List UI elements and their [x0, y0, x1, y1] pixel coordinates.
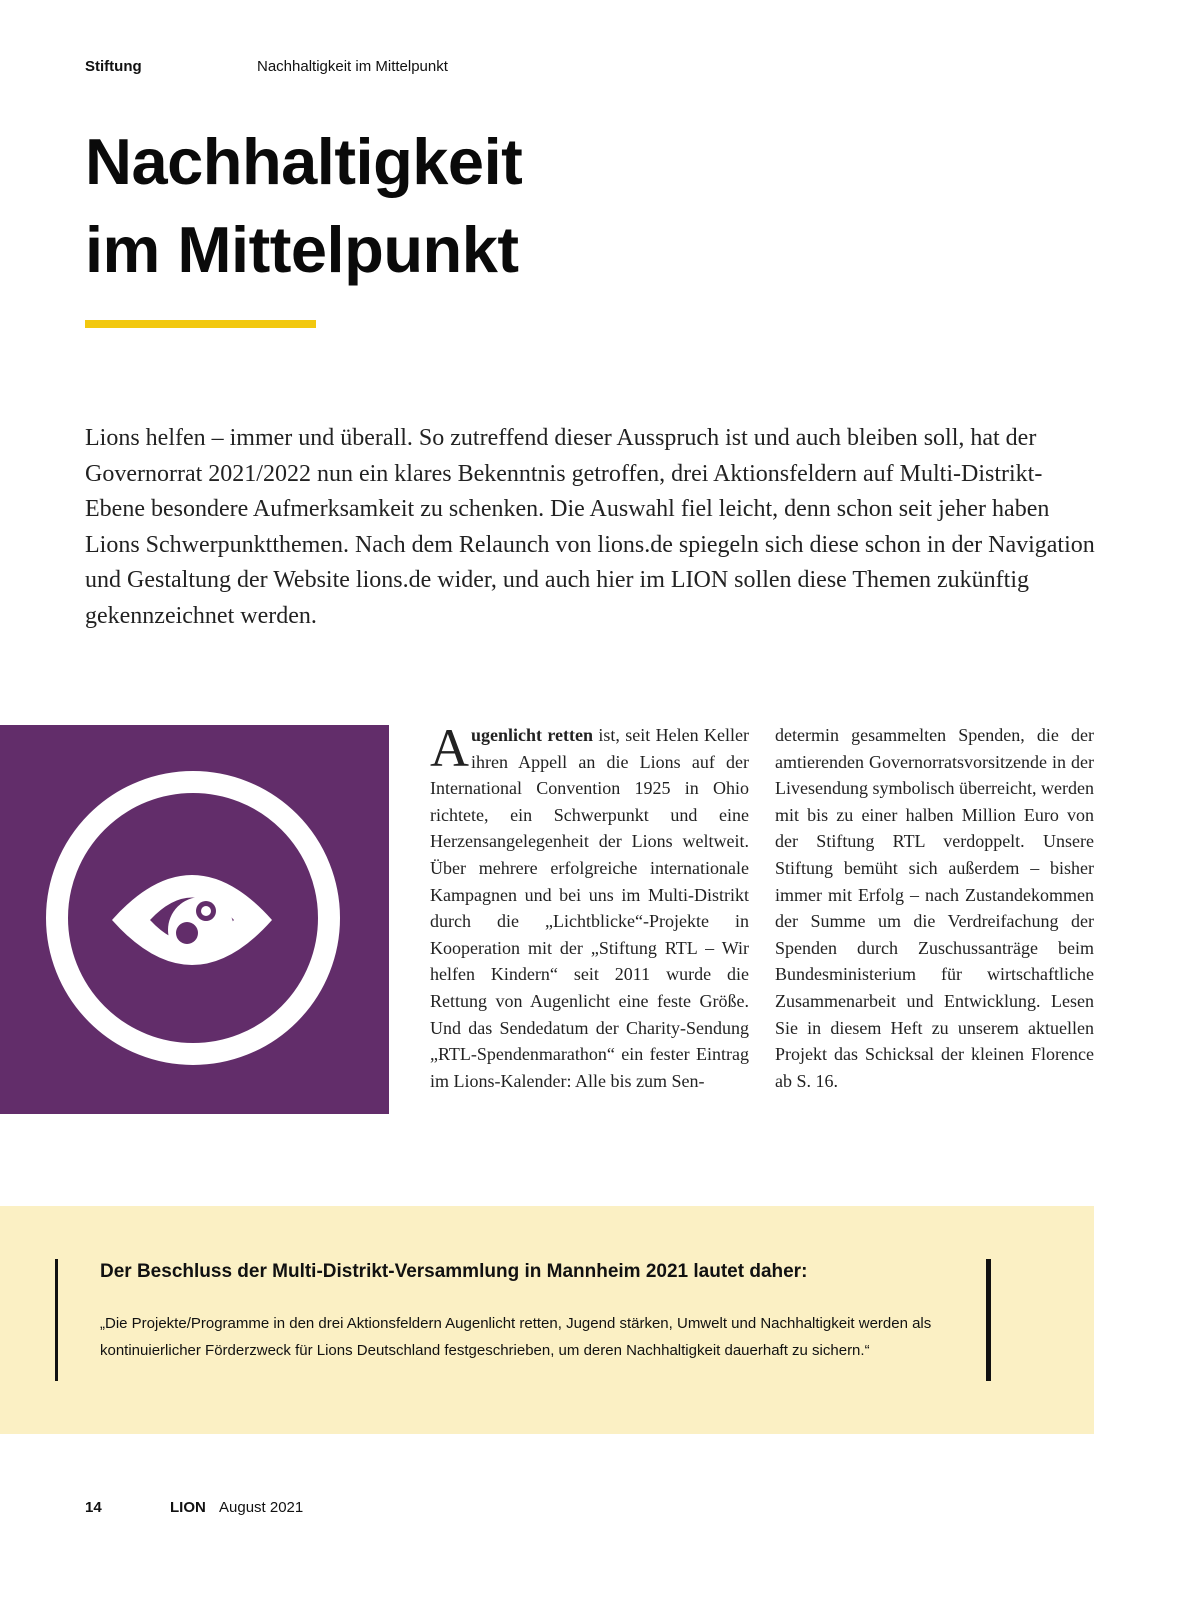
article-column-1	[430, 718, 749, 1094]
topic-label: Nachhaltigkeit im Mittelpunkt	[257, 58, 448, 75]
quote-rule-left	[55, 1259, 58, 1381]
issue-date: August 2021	[219, 1499, 304, 1516]
article-column-2: determin gesammelten Spenden, die der amtierenden Governorratsvorsitzende in der Livesendung symbolisch überreicht, werden mit bis zu einer halben Million Euro von der Stiftung RTL verdoppelt. Unsere Stiftung bemüht sich außerdem – bisher immer mit Erfolg – nach Zustandekommen der Summe um die Verdreifachung der Spenden durch Zuschussanträge beim Bundesministerium für wirtschaftliche Zusammenarbeit und Entwicklung. Lesen Sie in diesem Heft zu unserem aktuellen Projekt das Schicksal der kleinen Florence ab S. 16.	[775, 725, 1094, 1091]
accent-bar	[85, 320, 316, 328]
magazine-name: LION	[170, 1499, 206, 1516]
topic-icon-block	[0, 725, 389, 1114]
page-number: 14	[85, 1499, 102, 1516]
quote-rule-right	[986, 1259, 991, 1381]
article-column-1-text: ist, seit Helen Keller ihren Appell an die Lions auf der International Convention 1925 in Ohio richtete, ein Schwerpunkt und eine Herzensangelegenheit der Lions weltweit. Über mehrere erfolgreiche internationale Kampagnen und bei uns im Multi-Distrikt durch die „Lichtblicke“-Projekte in Kooperation mit der „Stiftung RTL – Wir helfen Kindern“ seit 2011 wurde die Rettung von Augenlicht eine feste Größe. Und das Sendedatum der Charity-Sendung „RTL-Spendenmarathon“ ein fester Eintrag im Lions-Kalender: Alle bis zum Sen-	[430, 725, 749, 1091]
dropcap: A	[430, 718, 469, 778]
section-label: Stiftung	[85, 58, 142, 75]
page-title	[85, 118, 785, 294]
page-title-line-1: Nachhaltigkeit	[85, 125, 523, 198]
article-lead-in: ugenlicht retten	[471, 725, 594, 745]
resolution-text: „Die Projekte/Programme in den drei Aktionsfeldern Augenlicht retten, Jugend stärken, Umwelt und Nachhaltigkeit werden als kontinuierlicher Förderzweck für Lions Deutschland festgeschrieben, um deren Nachhaltigkeit dauerhaft zu sichern.“	[100, 1315, 932, 1359]
eye-icon	[0, 725, 389, 1114]
resolution-heading: Der Beschluss der Multi-Distrikt-Versammlung in Mannheim 2021 lautet daher:	[100, 1261, 808, 1282]
lead-paragraph: Lions helfen – immer und überall. So zutreffend dieser Ausspruch ist und auch bleiben soll, hat der Governorrat 2021/2022 nun ein klares Bekenntnis getroffen, drei Aktionsfeldern auf Multi-Distrikt-Ebene besondere Aufmerksamkeit zu schenken. Die Auswahl fiel leicht, denn schon seit jeher haben Lions Schwerpunktthemen. Nach dem Relaunch von lions.de spiegeln sich diese schon in der Navigation und Gestaltung der Website lions.de wider, und auch hier im LION sollen diese Themen zukünftig gekennzeichnet werden.	[85, 425, 1095, 629]
page-title-line-2: im Mittelpunkt	[85, 213, 519, 286]
